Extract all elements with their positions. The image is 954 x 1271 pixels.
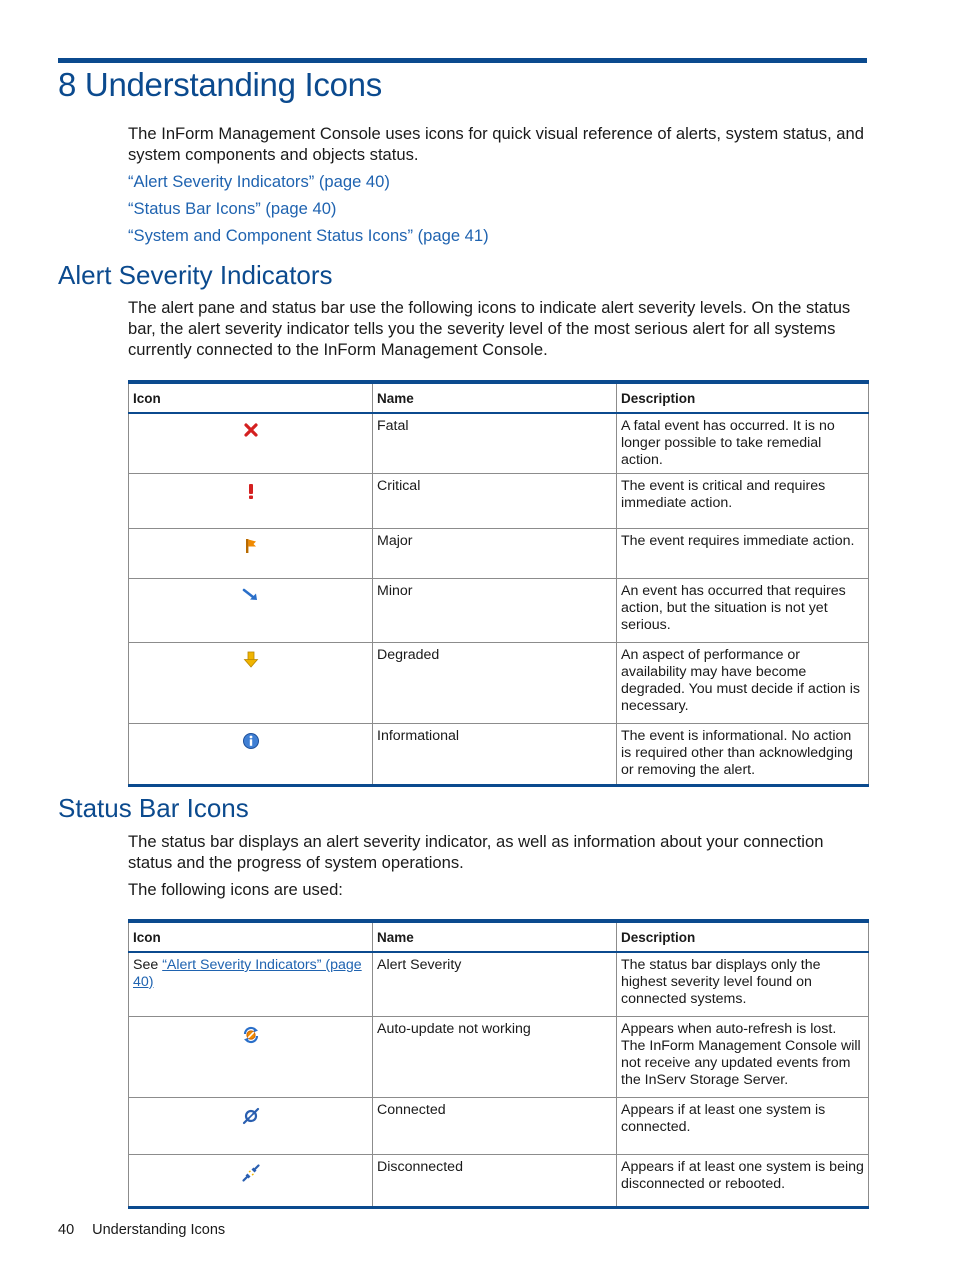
name-cell: Auto-update not working: [373, 1016, 617, 1097]
name-cell: Alert Severity: [373, 952, 617, 1016]
icon-cell: [129, 474, 373, 529]
table-row: [129, 1154, 869, 1207]
name-cell: Minor: [373, 579, 617, 643]
table-row: [129, 643, 869, 724]
fatal-x-icon: [243, 422, 259, 438]
footer-section-title: Understanding Icons: [92, 1222, 226, 1238]
description-cell: A fatal event has occurred. It is no longer possible to take remedial action.: [617, 413, 869, 474]
column-header-icon: Icon: [129, 382, 373, 413]
description-cell: The event is informational. No action is required other than acknowledging or removing the alert.: [617, 724, 869, 786]
alert-severity-paragraph: The alert pane and status bar use the following icons to indicate alert severity levels. On the status bar, the alert severity indicator tells you the severity level of the most serious alert for all systems currently connected to the InForm Management Console.: [128, 298, 851, 359]
description-cell: Appears when auto-refresh is lost. The InForm Management Console will not receive any updated events from the InServ Storage Server.: [617, 1016, 869, 1097]
description-cell: The event requires immediate action.: [617, 529, 869, 579]
alert-severity-table: [128, 380, 869, 787]
connected-icon: [241, 1106, 261, 1126]
description-cell: Appears if at least one system is connected.: [617, 1097, 869, 1154]
description-cell: An aspect of performance or availability may have become degraded. You must decide if action is necessary.: [617, 643, 869, 724]
icon-cell: [129, 579, 373, 643]
intro-paragraph: The InForm Management Console uses icons for quick visual reference of alerts, system status, and system components and objects status.: [128, 124, 864, 164]
table-row: [129, 1097, 869, 1154]
degraded-arrow-down-icon: [243, 651, 259, 669]
name-cell: Critical: [373, 474, 617, 529]
page-footer: [58, 1222, 225, 1238]
critical-exclamation-icon: [243, 482, 259, 500]
chapter-title: 8 Understanding Icons: [58, 66, 382, 103]
table-header-row: [129, 382, 869, 413]
link-alert-severity-indicators-table[interactable]: “Alert Severity Indicators” (page 40): [133, 957, 362, 990]
table-header-row: [129, 921, 869, 952]
status-bar-icons-table: [128, 919, 869, 1209]
table-row: [129, 1016, 869, 1097]
name-cell: Major: [373, 529, 617, 579]
description-cell: The status bar displays only the highest severity level found on connected systems.: [617, 952, 869, 1016]
description-cell: Appears if at least one system is being disconnected or rebooted.: [617, 1154, 869, 1207]
description-cell: An event has occurred that requires action, but the situation is not yet serious.: [617, 579, 869, 643]
name-cell: Degraded: [373, 643, 617, 724]
icon-cell: [129, 643, 373, 724]
name-cell: Connected: [373, 1097, 617, 1154]
link-alert-severity-indicators[interactable]: “Alert Severity Indicators” (page 40): [128, 172, 390, 191]
see-prefix: See: [133, 957, 163, 973]
status-bar-paragraph-2: The following icons are used:: [128, 880, 343, 899]
link-system-component-status-icons[interactable]: “System and Component Status Icons” (page 41): [128, 226, 489, 245]
major-flag-icon: [243, 537, 259, 555]
table-row: [129, 579, 869, 643]
auto-update-not-working-icon: [241, 1025, 261, 1045]
name-cell: Informational: [373, 724, 617, 786]
icon-cell: [129, 413, 373, 474]
chapter-top-rule: [58, 58, 867, 63]
disconnected-icon: [241, 1163, 261, 1183]
icon-cell: [129, 1016, 373, 1097]
minor-arrow-icon: [242, 587, 260, 603]
table-row: [129, 413, 869, 474]
status-bar-paragraph: The status bar displays an alert severity indicator, as well as information about your connection status and the progress of system operations.: [128, 832, 824, 872]
informational-info-icon: [242, 732, 260, 750]
status-bar-icons-heading: Status Bar Icons: [58, 793, 249, 823]
column-header-name: Name: [373, 921, 617, 952]
column-header-icon: Icon: [129, 921, 373, 952]
table-row: [129, 474, 869, 529]
icon-cell: [129, 1097, 373, 1154]
page-number: 40: [58, 1222, 75, 1238]
link-status-bar-icons[interactable]: “Status Bar Icons” (page 40): [128, 199, 337, 218]
name-cell: Fatal: [373, 413, 617, 474]
description-cell: The event is critical and requires immediate action.: [617, 474, 869, 529]
name-cell: Disconnected: [373, 1154, 617, 1207]
column-header-description: Description: [617, 382, 869, 413]
icon-cell: [129, 1154, 373, 1207]
icon-cell: [129, 952, 373, 1016]
icon-cell: [129, 724, 373, 786]
table-row: [129, 529, 869, 579]
column-header-description: Description: [617, 921, 869, 952]
table-row: [129, 952, 869, 1016]
column-header-name: Name: [373, 382, 617, 413]
alert-severity-heading: Alert Severity Indicators: [58, 260, 333, 290]
icon-cell: [129, 529, 373, 579]
table-row: [129, 724, 869, 786]
